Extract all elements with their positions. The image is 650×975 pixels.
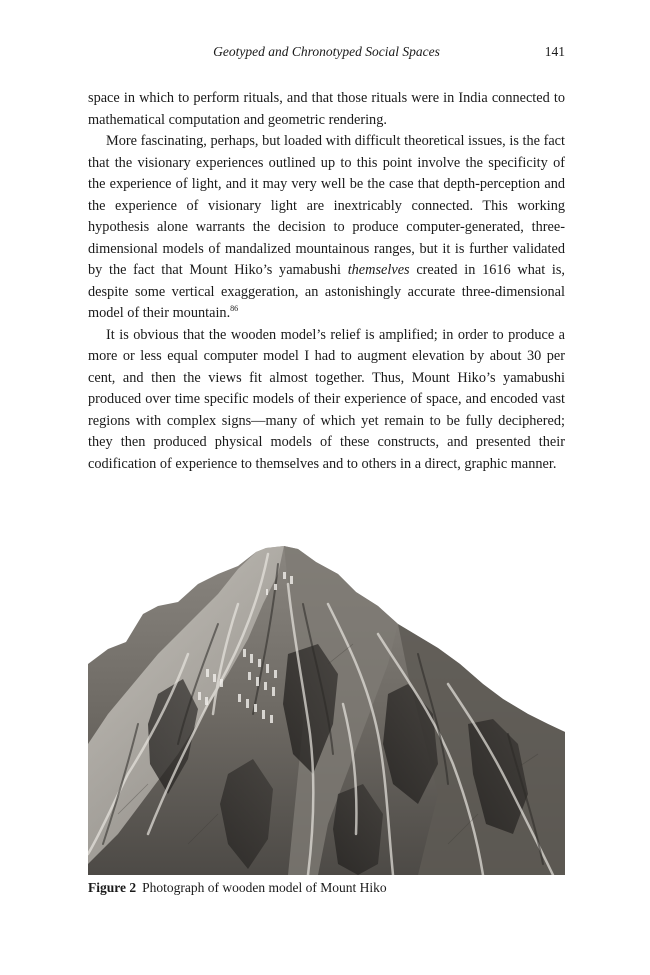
- paragraph-1: space in which to perform rituals, and that those rituals were in India connected to mathematical computation and geometric rendering.: [88, 90, 565, 128]
- running-title: Geotyped and Chronotyped Social Spaces: [213, 44, 440, 59]
- running-head: [88, 44, 565, 66]
- figure-label: Figure 2: [88, 880, 137, 895]
- figure-caption-text: Photograph of wooden model of Mount Hiko: [142, 880, 387, 895]
- italic-emphasis: themselves: [347, 262, 410, 278]
- mountain-model-image: [88, 544, 565, 875]
- footnote-marker[interactable]: 86: [230, 304, 239, 314]
- paragraph-2-text-end: created in 1616 what is, despite some vertical exaggeration, an astonishingly accurate three-dimensional model of their mountain.: [88, 262, 565, 321]
- figure-mountain-photo: [88, 544, 565, 875]
- figure-caption: [88, 880, 565, 896]
- body-text: [88, 88, 565, 475]
- paragraph-2-text: More fascinating, perhaps, but loaded with difficult theoretical issues, is the fact that the visionary experiences outlined up to this point involve the specificity of the experience of light, and it may very well be the case that depth-perception and the experience of visionary light are inextricably connected. This working hypothesis alone warrants the decision to produce computer-generated, three-dimensional models of mandalized mountainous ranges, but it is further validated by the fact that Mount Hiko’s yamabushi: [88, 133, 565, 278]
- paragraph-2: [88, 131, 565, 325]
- paragraph-3: It is obvious that the wooden model’s relief is amplified; in order to produce a more or less equal computer model I had to augment elevation by about 30 per cent, and then the views fit almost together. Thus, Mount Hiko’s yamabushi produced over time specific models of their experience of space, and encoded vast regions with complex signs—many of which yet remain to be fully deciphered; they then produced physical models of these constructs, and presented their codification of experience to themselves and to others in a direct, graphic manner.: [88, 326, 565, 472]
- page-number: 141: [544, 44, 565, 59]
